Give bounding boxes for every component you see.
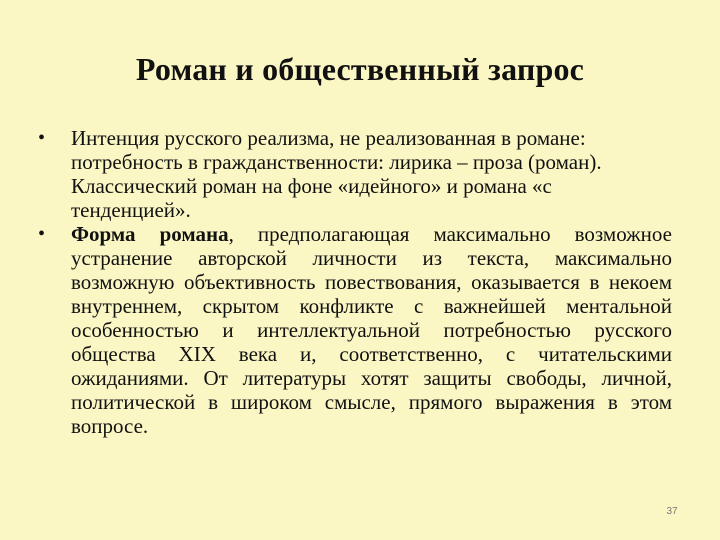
slide-title: Роман и общественный запрос (135, 51, 585, 87)
bullet-icon: • (38, 127, 46, 149)
bullet-icon: • (38, 223, 46, 245)
bullet-bold-term: Форма романа (71, 222, 229, 246)
bullet-text: , предполагающая максимально возможное устранение авторской личности из текста, максимально возможную объективность повествования, оказывается в некоем внутреннем, скрытом конфликте с важнейшей ментальной особенностью и интеллектуальной потребностью русского общества XIX века и, соответственно, с читательскими ожиданиями. От литературы хотят защиты свободы, личной, политической в широком смысле, прямого выражения в этом вопросе. (71, 222, 672, 438)
bullet-text: Интенция русского реализма, не реализованная в романе: потребность в гражданственности: лирика – проза (роман). Классический роман на фоне «идейного» и романа «с тенденцией». (71, 126, 602, 222)
bullet-item-2 (38, 222, 672, 438)
bullet-paragraph (71, 222, 672, 438)
bullet-list (38, 126, 672, 438)
page-number: 37 (666, 506, 678, 517)
bullet-item-1 (38, 126, 672, 222)
